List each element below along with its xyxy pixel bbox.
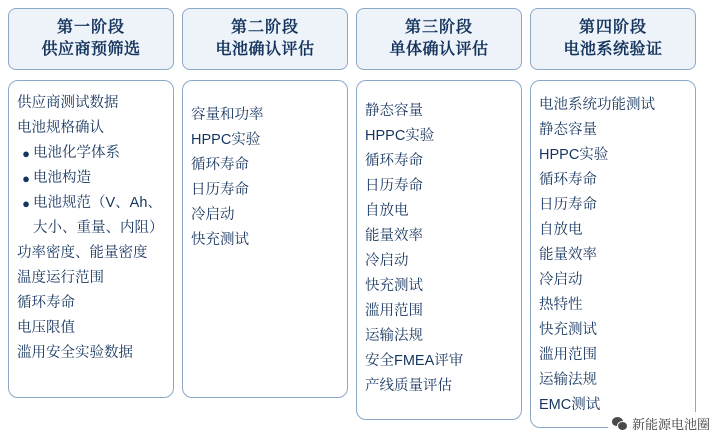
stage-body-3 (356, 80, 522, 420)
list-item: 供应商测试数据 (17, 95, 119, 111)
list-item: 快充测试 (365, 278, 423, 294)
list-item (17, 141, 165, 166)
list-item: 冷启动 (365, 253, 409, 269)
list-item: 温度运行范围 (17, 270, 104, 286)
stage-title-3-line2: 单体确认评估 (389, 41, 489, 58)
stage-title-2-line1: 第二阶段 (230, 19, 299, 36)
stage-body-4 (530, 80, 696, 428)
list-item (17, 166, 165, 191)
stage-column-4 (530, 8, 696, 428)
list-item: 冷启动 (539, 272, 583, 288)
stage-header-3 (356, 8, 522, 70)
stage-title-1-line1: 第一阶段 (56, 19, 125, 36)
stage-title-1-line2: 供应商预筛选 (41, 41, 141, 58)
list-item: 热特性 (539, 297, 583, 313)
stage-title-4-line1: 第四阶段 (578, 19, 647, 36)
list-item: 电压限值 (17, 320, 75, 336)
list-item: HPPC实验 (191, 132, 261, 148)
list-item (17, 191, 165, 241)
list-item-label: 电池规范（V、Ah、大小、重量、内阻） (33, 195, 164, 236)
bullet-dot-icon: ● (22, 171, 30, 186)
list-item: 静态容量 (365, 103, 423, 119)
list-item: 功率密度、能量密度 (17, 245, 148, 261)
list-item: 日历寿命 (539, 197, 597, 213)
list-item: 快充测试 (191, 232, 249, 248)
list-item: 能量效率 (365, 228, 423, 244)
list-item: 运输法规 (365, 328, 423, 344)
stage-title-4-line2: 电池系统验证 (563, 41, 663, 58)
stage-column-3 (356, 8, 522, 420)
list-item: 循环寿命 (539, 172, 597, 188)
list-item: 循环寿命 (191, 157, 249, 173)
stage-title-2-line2: 电池确认评估 (215, 41, 315, 58)
list-item: 冷启动 (191, 207, 235, 223)
stage-header-2 (182, 8, 348, 70)
list-item: 静态容量 (539, 122, 597, 138)
list-item: 产线质量评估 (365, 378, 452, 394)
list-item: 自放电 (365, 203, 409, 219)
stage-column-1 (8, 8, 174, 398)
list-item: 日历寿命 (365, 178, 423, 194)
stage-header-1 (8, 8, 174, 70)
watermark-label: 新能源电池圈 (631, 417, 710, 432)
list-item: 容量和功率 (191, 107, 264, 123)
list-item: HPPC实验 (539, 147, 609, 163)
list-item: 自放电 (539, 222, 583, 238)
list-item: EMC测试 (539, 397, 601, 413)
list-item: 安全FMEA评审 (365, 353, 464, 369)
stage-body-2 (182, 80, 348, 398)
bullet-dot-icon: ● (22, 146, 30, 161)
list-item-label: 电池化学体系 (33, 145, 120, 161)
bullet-dot-icon: ● (22, 196, 30, 211)
watermark (608, 412, 714, 435)
list-item: 电池系统功能测试 (539, 97, 655, 113)
list-item: 能量效率 (539, 247, 597, 263)
list-item-label: 电池构造 (33, 170, 91, 186)
wechat-icon (612, 417, 628, 431)
stage-body-1 (8, 80, 174, 398)
stage-title-3-line1: 第三阶段 (404, 19, 473, 36)
list-item: 电池规格确认 (17, 120, 104, 136)
list-item: 滥用安全实验数据 (17, 345, 133, 361)
list-item: 运输法规 (539, 372, 597, 388)
list-item: HPPC实验 (365, 128, 435, 144)
stage-column-2 (182, 8, 348, 398)
list-item: 滥用范围 (539, 347, 597, 363)
stage-header-4 (530, 8, 696, 70)
list-item: 快充测试 (539, 322, 597, 338)
list-item: 循环寿命 (17, 295, 75, 311)
list-item: 循环寿命 (365, 153, 423, 169)
list-item: 滥用范围 (365, 303, 423, 319)
list-item: 日历寿命 (191, 182, 249, 198)
